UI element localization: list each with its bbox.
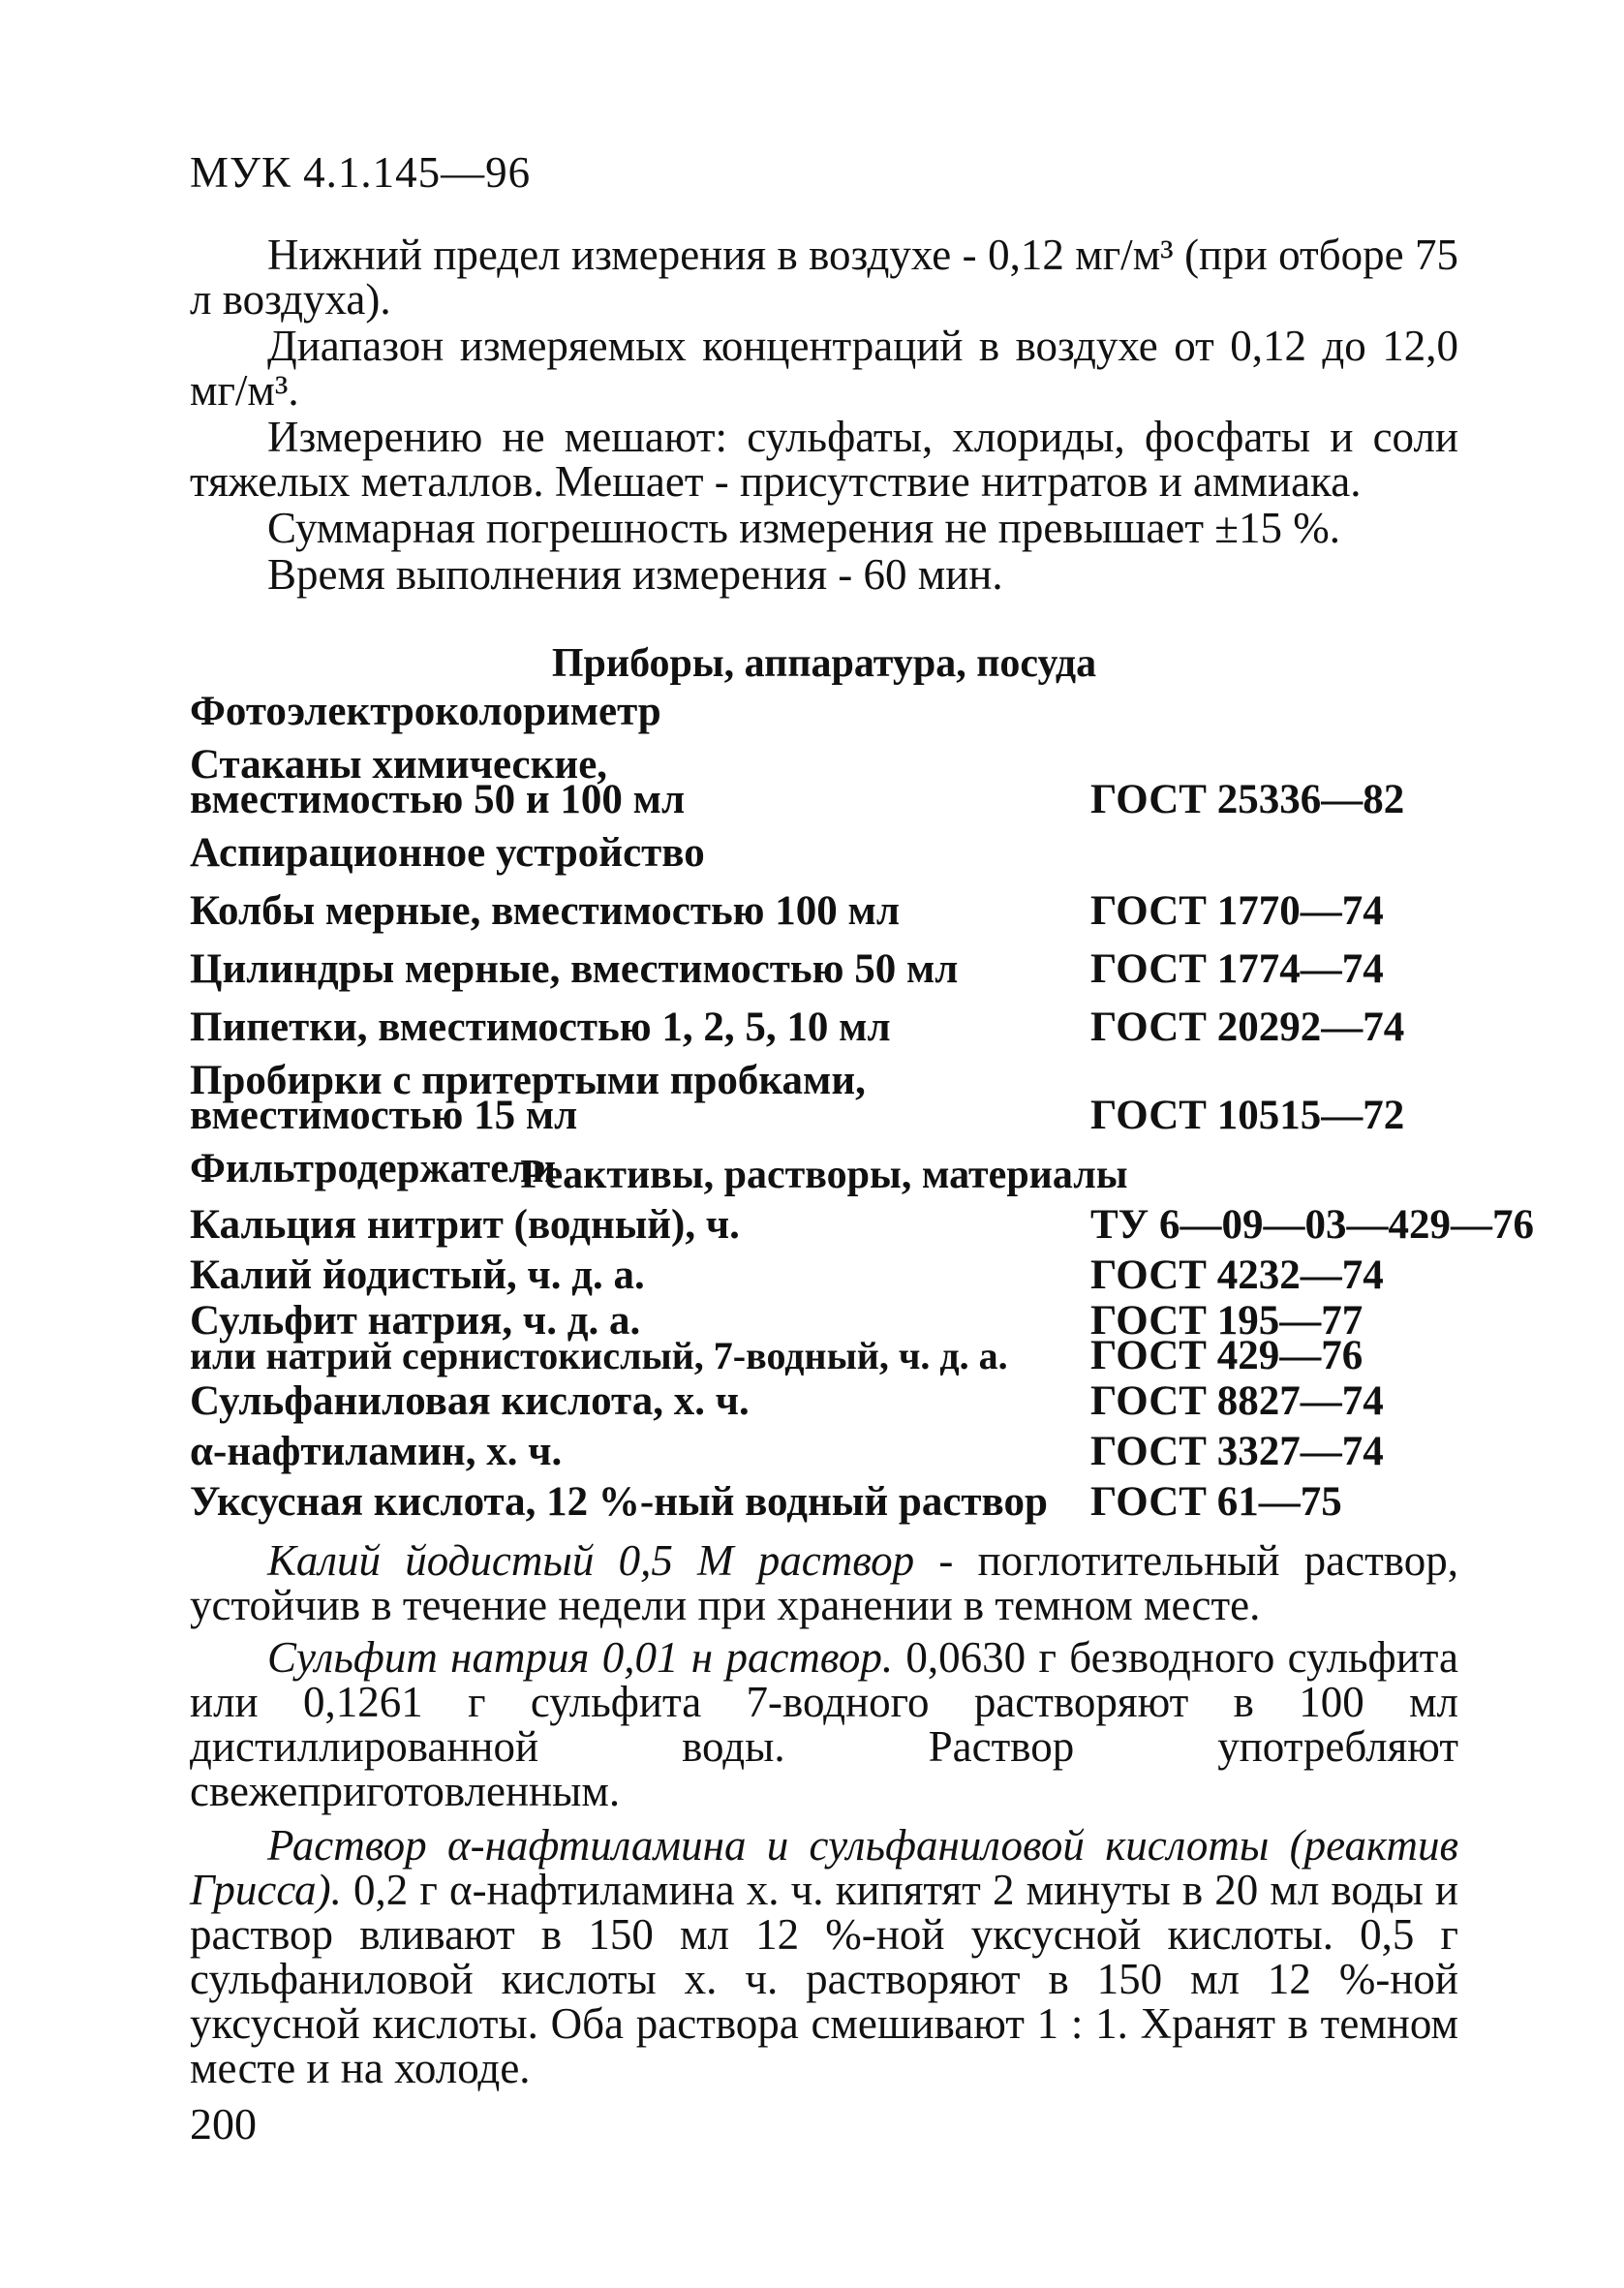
item-gost: ТУ 6—09—03—429—76 — [1090, 1202, 1534, 1248]
solution-text: - поглотительный раствор, устойчив в течение недели при хранении в темном месте. — [190, 1536, 1458, 1629]
reagents-list — [190, 1202, 1534, 1530]
item-gost: ГОСТ 1770—74 — [1090, 888, 1384, 934]
item-name: α-нафтиламин, х. ч. — [190, 1429, 563, 1474]
reagents-heading: Реактивы, растворы, материалы — [520, 1153, 1128, 1197]
item-name: Пробирки с притертыми пробками, вместимостью 15 мл — [190, 1058, 866, 1138]
paragraph-interference: Измерению не мешают: сульфаты, хлориды, фосфаты и соли тяжелых металлов. Мешает - присутствие нитратов и аммиака. — [190, 413, 1458, 506]
page-number: 200 — [190, 2099, 257, 2149]
item-gost: ГОСТ 20292—74 — [1090, 1005, 1405, 1050]
item-gost: ГОСТ 195—77 — [1090, 1298, 1364, 1344]
item-name: Аспирационное устройство — [190, 830, 705, 876]
solution-title: Раствор α-нафтиламина и сульфаниловой кислоты (реактив Грисса). — [190, 1821, 1458, 1914]
item-gost: ГОСТ 8827—74 — [1090, 1378, 1384, 1424]
paragraph-lower-limit: Нижний предел измерения в воздухе - 0,12 мг/м³ (при отборе 75 л воздуха). — [190, 231, 1458, 324]
document-code: МУК 4.1.145—96 — [190, 148, 532, 197]
item-name: Кальция нитрит (водный), ч. — [190, 1202, 740, 1248]
item-gost: ГОСТ 10515—72 — [1090, 1093, 1405, 1138]
list-item — [190, 1480, 1458, 1525]
list-item — [190, 831, 1458, 876]
list-item — [190, 742, 1458, 822]
list-item — [190, 690, 1458, 734]
paragraph-time: Время выполнения измерения - 60 мин. — [267, 550, 1003, 599]
solution-title: Сульфит натрия 0,01 н раствор. — [267, 1633, 894, 1682]
item-gost: ГОСТ 1774—74 — [1090, 946, 1384, 992]
paragraph-error: Суммарная погрешность измерения не превышает ±15 %. — [267, 504, 1340, 552]
list-item — [190, 1430, 1458, 1474]
item-name: Стаканы химические, вместимостью 50 и 100 мл — [190, 742, 686, 822]
list-item — [190, 889, 1458, 934]
item-gost: ГОСТ 61—75 — [1090, 1479, 1342, 1525]
item-name: Цилиндры мерные, вместимостью 50 мл — [190, 946, 959, 992]
paragraph-iodide-solution — [190, 1538, 1458, 1627]
item-name: Пипетки, вместимостью 1, 2, 5, 10 мл — [190, 1005, 891, 1050]
list-item — [190, 1005, 1458, 1050]
item-gost: ГОСТ 4232—74 — [1090, 1252, 1384, 1298]
instruments-list — [190, 690, 1458, 1205]
list-item — [190, 1058, 1458, 1138]
paragraph-sulfite-solution — [190, 1635, 1458, 1813]
intro-section — [190, 232, 1458, 599]
solution-title: Калий йодистый 0,5 М раствор — [267, 1536, 915, 1585]
solution-text: 0,2 г α-нафтиламина х. ч. кипятят 2 минуты в 20 мл воды и раствор вливают в 150 мл 12 %-ной уксусной кислоты. 0,5 г сульфаниловой кислоты х. ч. растворяют в 150 мл 12 %-ной уксусной кислоты. Оба раствора смешивают 1 : 1. Хранят в темном месте и на холоде. — [190, 1866, 1458, 2092]
list-item — [190, 1253, 1458, 1298]
item-gost: ГОСТ 429—76 — [1090, 1333, 1364, 1378]
solution-text: 0,0630 г безводного сульфита или 0,1261 г сульфита 7-водного растворяют в 100 мл дистиллированной воды. Раствор употребляют свежеприготовленным. — [190, 1633, 1458, 1815]
item-name: Сульфаниловая кислота, х. ч. — [190, 1378, 750, 1424]
list-item — [190, 1202, 1534, 1248]
solutions-section — [190, 1538, 1458, 2100]
item-name: Колбы мерные, вместимостью 100 мл — [190, 888, 900, 934]
list-item — [190, 1333, 1458, 1378]
item-name: Сульфит натрия, ч. д. а. — [190, 1298, 641, 1344]
item-gost: ГОСТ 25336—82 — [1090, 777, 1405, 822]
item-gost: ГОСТ 3327—74 — [1090, 1429, 1384, 1474]
item-name: Уксусная кислота, 12 %-ный водный раствор — [190, 1479, 1048, 1525]
instruments-heading: Приборы, аппаратура, посуда — [551, 641, 1097, 686]
item-name: Фотоэлектроколориметр — [190, 689, 661, 734]
item-name: или натрий сернистокислый, 7-водный, ч. д. а. — [190, 1334, 1008, 1377]
list-item — [190, 947, 1458, 992]
item-name: Калий йодистый, ч. д. а. — [190, 1252, 645, 1298]
item-name: Фильтродержатели — [190, 1146, 557, 1191]
list-item-pair — [190, 1298, 1458, 1378]
paragraph-range: Диапазон измеряемых концентраций в воздухе от 0,12 до 12,0 мг/м³. — [190, 322, 1458, 415]
list-item — [190, 1379, 1458, 1424]
paragraph-griess-reagent — [190, 1823, 1458, 2090]
